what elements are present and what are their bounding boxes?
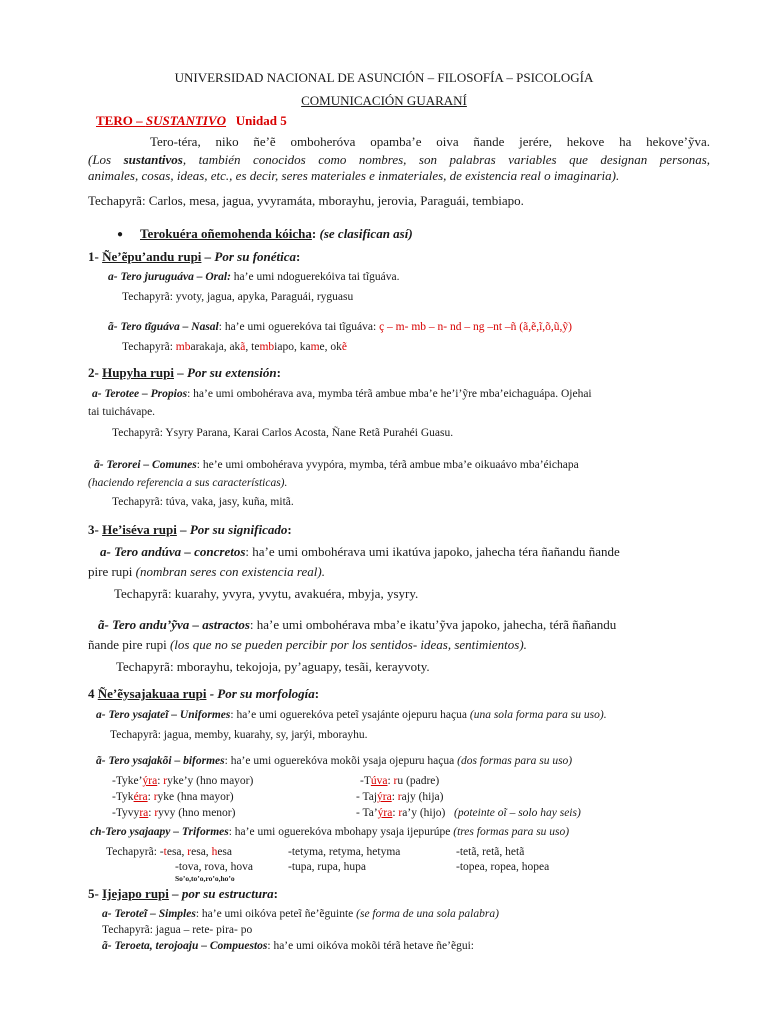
section-3a-line2: pire rupi (nombran seres con existencia real).	[88, 564, 325, 579]
section-1-heading: 1- Ñe’ẽpu’andu rupi – Por su fonética:	[88, 249, 301, 264]
triform-col3-row2: -topea, ropea, hopea	[456, 861, 550, 873]
section-3b-line2: ñande pire rupi (los que no se pueden percibir por los sentidos- ideas, sentimientos).	[88, 637, 527, 652]
section-1b: ã- Tero tĩguáva – Nasal: ha’e umi oguerekóva tai tĩguáva: ç – m- mb – n- nd – ng –nt –ñ (ã,ẽ,ĩ,õ,ũ,ỹ)	[108, 321, 572, 333]
triform-row-2: -tova, rova, hova	[175, 861, 253, 873]
section-1b-examples: Techapyrã: mbarakaja, akã, tembiapo, kame, okẽ	[122, 341, 347, 353]
section-5a: a- Teroteĩ – Simples: ha’e umi oikóva peteĩ ñe’ẽguinte (se forma de una sola palabra)	[102, 908, 499, 920]
section-4b: ã- Tero ysajakõi – biformes: ha’e umi oguerekóva mokõi ysaja ojepuru haçua (dos formas para su uso)	[96, 755, 573, 767]
course-title: COMUNICACIÓN GUARANÍ	[301, 93, 467, 108]
section-3a-examples: Techapyrã: kuarahy, yvyra, yvytu, avakuéra, mbyja, ysyry.	[114, 586, 419, 601]
university-header: UNIVERSIDAD NACIONAL DE ASUNCIÓN – FILOSOFÍA – PSICOLOGÍA	[174, 70, 594, 85]
biform-row-3-left: -Tyvyra: ryvy (hno menor)	[112, 807, 236, 819]
intro-line-3: animales, cosas, ideas, etc., es decir, seres materiales e inmateriales, de existencia real o imaginaria).	[88, 168, 620, 183]
biform-row-2-left: -Tykéra: ryke (hna mayor)	[112, 791, 234, 803]
section-3a: a- Tero andúva – concretos: ha’e umi ombohérava umi ikatúva japoko, jahecha téra ñañandu ñande	[100, 544, 620, 559]
section-2-heading: 2- Hupyha rupi – Por su extensión:	[88, 365, 281, 380]
bullet-icon: ●	[117, 229, 124, 240]
intro-line-2: (Los sustantivos, también conocidos como nombres, son palabras variables que designan personas,	[88, 152, 710, 167]
section-3-heading: 3- He’iséva rupi – Por su significado:	[88, 522, 292, 537]
classification-heading: Terokuéra oñemohenda kóicha: (se clasifican así)	[140, 226, 413, 241]
biform-row-1-left: -Tyke’ýra: ryke’y (hno mayor)	[112, 775, 254, 787]
section-2b-note: (haciendo referencia a sus características).	[88, 477, 288, 489]
section-2a-examples: Techapyrã: Ysyry Parana, Karai Carlos Acosta, Ñane Retã Purahéi Guasu.	[112, 427, 454, 439]
section-5-heading: 5- Ijejapo rupi – por su estructura:	[88, 886, 278, 901]
triform-col2-row2: -tupa, rupa, hupa	[288, 861, 366, 873]
triform-row-1: Techapyrã: -tesa, resa, hesa	[106, 846, 232, 858]
biform-row-2-right: - Tajýra: rajy (hija)	[356, 791, 444, 803]
triform-col3-row1: -tetã, retã, hetã	[456, 846, 525, 858]
triform-small-note: So’o,to’o,ro’o,ho’o	[175, 874, 235, 883]
biform-row-1-right: -Túva: ru (padre)	[360, 775, 440, 787]
biform-row-3-right: - Ta’ýra: ra’y (hijo) (poteinte oĩ – solo hay seis)	[356, 807, 581, 819]
section-2b-examples: Techapyrã: túva, vaka, jasy, kuña, mitã.	[112, 496, 294, 508]
section-4a: a- Tero ysajateĩ – Uniformes: ha’e umi oguerekóva peteĩ ysajánte ojepuru haçua (una sola forma para su uso).	[96, 709, 607, 721]
section-1a: a- Tero juruguáva – Oral: ha’e umi ndoguerekóiva tai tĩguáva.	[108, 271, 400, 283]
section-1a-examples: Techapyrã: yvoty, jagua, apyka, Paraguái, ryguasu	[122, 291, 354, 303]
section-2b: ã- Terorei – Comunes: he’e umi ombohérava yvypóra, mymba, térã ambue mba’e oikuaávo mba’éichapa	[94, 459, 579, 471]
section-5a-examples: Techapyrã: jagua – rete- pira- po	[102, 924, 253, 936]
triform-col2-row1: -tetyma, retyma, hetyma	[288, 846, 401, 858]
section-3b: ã- Tero andu’ỹva – astractos: ha’e umi ombohérava mba’e ikatu’ỹva japoko, jahecha, térã ñañandu	[98, 617, 617, 632]
section-5b: ã- Teroeta, terojoaju – Compuestos: ha’e umi oikóva mokõi térã hetave ñe’ẽgui:	[102, 940, 474, 952]
section-4-heading: 4 Ñe’ẽysajakuaa rupi - Por su morfología:	[88, 686, 320, 701]
section-4c: ch-Tero ysajaapy – Triformes: ha’e umi oguerekóva mbohapy ysaja ijepurúpe (tres formas para su uso)	[90, 826, 570, 838]
section-2a-line2: tai tuichávape.	[88, 406, 156, 418]
intro-examples: Techapyrã: Carlos, mesa, jagua, yvyramáta, mborayhu, jerovia, Paraguái, tembiapo.	[88, 193, 524, 208]
unit-title: TERO – SUSTANTIVO Unidad 5	[96, 113, 287, 128]
section-2a: a- Terotee – Propios: ha’e umi ombohérava ava, mymba térã ambue mba’e he’i’ỹre mba’eichaguápa. Ojehai	[92, 388, 592, 400]
intro-line-1: Tero-téra, niko ñe’ẽ omboheróva opamba’e oiva ñande jerére, hekove ha hekove’ỹva.	[150, 134, 710, 149]
section-3b-examples: Techapyrã: mborayhu, tekojoja, py’aguapy, tesãi, kerayvoty.	[116, 659, 430, 674]
section-4a-examples: Techapyrã: jagua, memby, kuarahy, sy, jarýi, mborayhu.	[110, 729, 368, 741]
